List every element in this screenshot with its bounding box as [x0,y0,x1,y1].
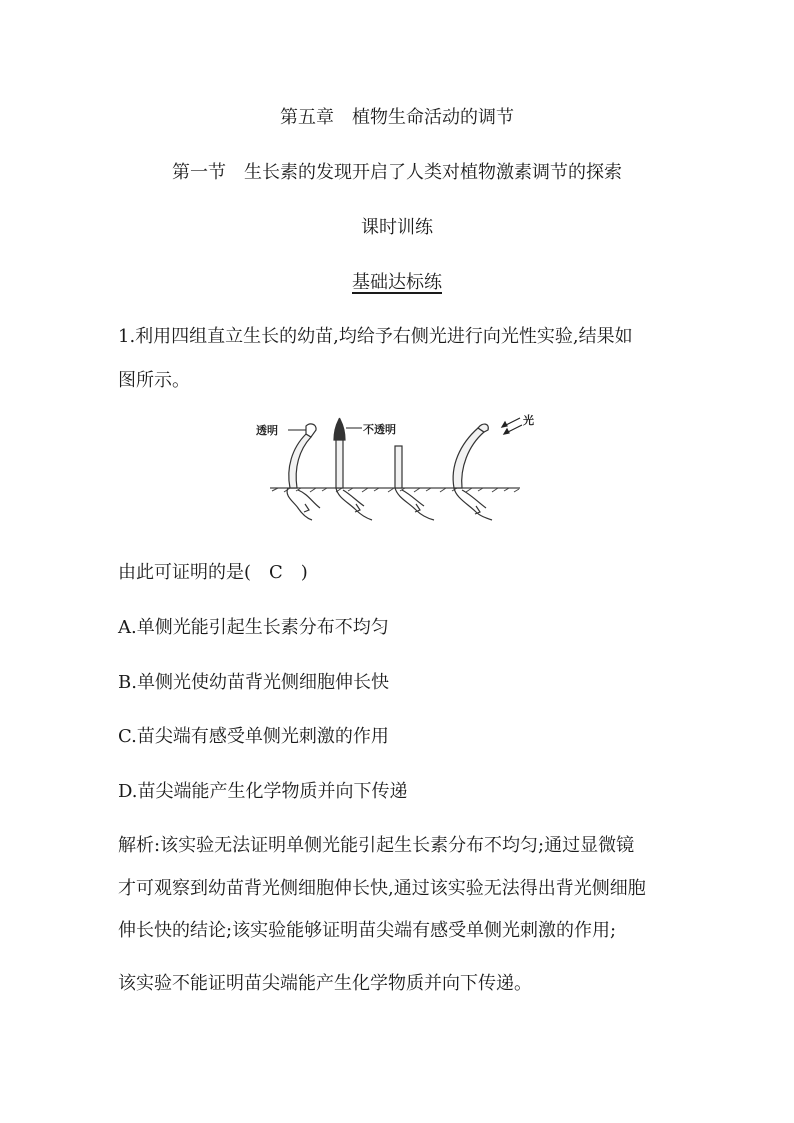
label-transparent: 透明 [256,424,278,437]
question-stem-line-1: 1.利用四组直立生长的幼苗,均给予右侧光进行向光性实验,结果如 [118,326,633,347]
label-opaque: 不透明 [363,423,396,436]
option-c: C.苗尖端有感受单侧光刺激的作用 [118,726,389,747]
seedling-phototropism-figure [250,408,550,530]
level-title [0,271,794,295]
lesson-type-heading: 课时训练 [361,217,433,238]
seedling-1-transparent-cap [287,424,320,520]
analysis-line-4: 该实验不能证明苗尖端能产生化学物质并向下传递。 [118,973,532,994]
option-d: D.苗尖端能产生化学物质并向下传递 [118,781,408,802]
analysis-line-3: 伸长快的结论;该实验能够证明苗尖端有感受单侧光刺激的作用; [118,920,617,941]
analysis-line-2: 才可观察到幼苗背光侧细胞伸长快,通过该实验无法得出背光侧细胞 [118,878,646,899]
analysis-line-1: 解析:该实验无法证明单侧光能引起生长素分布不均匀;通过显微镜 [118,835,635,856]
seedling-4-intact [453,424,492,520]
light-arrows [502,418,522,434]
option-b: B.单侧光使幼苗背光侧细胞伸长快 [118,672,389,693]
section-title: 第一节 生长素的发现开启了人类对植物激素调节的探索 [172,162,622,183]
chapter-title: 第五章 植物生命活动的调节 [280,107,514,128]
question-stem-line-2: 图所示。 [118,370,190,391]
level-title-text: 基础达标练 [352,272,442,293]
label-light: 光 [523,414,534,427]
option-a: A.单侧光能引起生长素分布不均匀 [118,617,389,638]
question-prompt-with-answer: 由此可证明的是( C ) [118,562,308,583]
label-pointers [288,428,362,430]
seedling-3-tip-removed [395,446,434,520]
